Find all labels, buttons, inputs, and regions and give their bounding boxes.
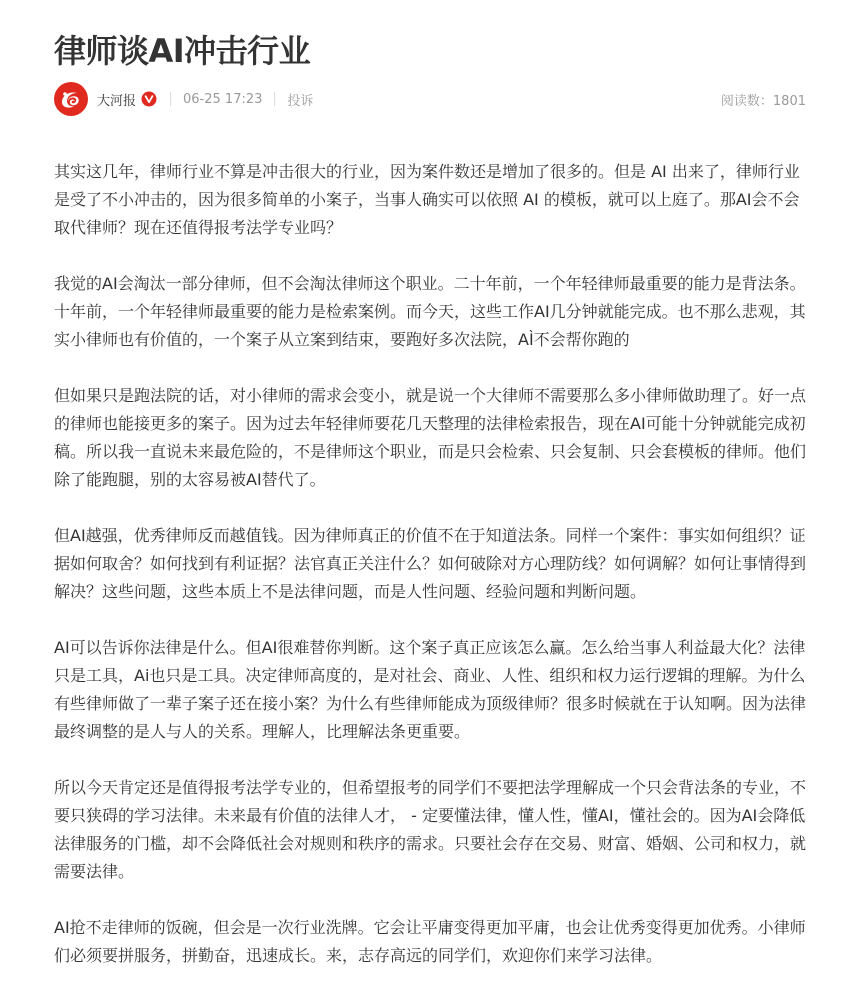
author-avatar[interactable] (54, 82, 88, 116)
read-count-value: 1801 (772, 93, 806, 109)
read-count-label: 阅读数： (720, 93, 773, 109)
report-link[interactable]: 投诉 (287, 93, 314, 109)
article-paragraph: 其实这几年，律师行业不算是冲击很大的行业，因为案件数还是增加了很多的。但是 AI 出来了，律师行业是受了不小冲击的，因为很多简单的小案子，当事人确实可以依照 AI 的模板，就可以上庭了。那AI会不会取代律师？现在还值得报考法学专业吗？ (54, 162, 800, 237)
meta-divider (274, 92, 275, 106)
dahebao-logo-icon (58, 86, 84, 112)
read-count (721, 90, 806, 109)
article-body (54, 158, 814, 998)
article-title: 律师谈AI冲击行业 (54, 32, 311, 70)
publish-time: 06-25 17:23 (183, 91, 263, 107)
article-paragraph: AI抢不走律师的饭碗，但会是一次行业洗牌。它会让平庸变得更加平庸，也会让优秀变得更加优秀。小律师们必须要拼服务，拼勤奋，迅速成长。来，志存高远的同学们，欢迎你们来学习法律。 (54, 918, 806, 965)
verified-badge-icon (141, 91, 157, 107)
article-paragraph: 我觉的AI会淘汰一部分律师，但不会淘汰律师这个职业。二十年前，一个年轻律师最重要的能力是背法条。十年前，一个年轻律师最重要的能力是检索案例。而今天，这些工作AI几分钟就能完成。也不那么悲观，其实小律师也有价值的，一个案子从立案到结束，要跑好多次法院，AÌ不会帮你跑的 (54, 274, 806, 349)
meta-divider (170, 92, 171, 106)
article-meta (54, 82, 806, 116)
author-name[interactable]: 大河报 (97, 93, 137, 109)
article-paragraph: 所以今天肯定还是值得报考法学专业的，但希望报考的同学们不要把法学理解成一个只会背法条的专业，不要只狭碍的学习法律。未来最有价值的法律人才， - 定要懂法律，懂人性，懂AI，懂社会的。因为AI会降低法律服务的门槛，却不会降低社会对规则和秩序的需求。只要社会存在交易、财富、婚姻、公司和权力，就需要法律。 (54, 778, 807, 881)
article-paragraph: AI可以告诉你法律是什么。但AI很难替你判断。这个案子真正应该怎么赢。怎么给当事人利益最大化？法律只是工具，Ai也只是工具。决定律师高度的，是对社会、商业、人性、组织和权力运行逻辑的理解。为什么有些律师做了一辈子案子还在接小案？为什么有些律师能成为顶级律师？很多时候就在于认知啊。因为法律最终调整的是人与人的关系。理解人，比理解法条更重要。 (54, 638, 807, 741)
article-paragraph: 但如果只是跑法院的话，对小律师的需求会变小，就是说一个大律师不需要那么多小律师做助理了。好一点的律师也能接更多的案子。因为过去年轻律师要花几天整理的法律检索报告，现在AI可能十分钟就能完成初稿。所以我一直说未来最危险的，不是律师这个职业，而是只会检索、只会复制、只会套模板的律师。他们除了能跑腿，别的太容易被AI替代了。 (54, 386, 807, 489)
article-paragraph: 但AI越强，优秀律师反而越值钱。因为律师真正的价值不在于知道法条。同样一个案件：事实如何组织？证据如何取舍？如何找到有利证据？法官真正关注什么？如何破除对方心理防线？如何调解？如何让事情得到解决？这些问题，这些本质上不是法律问题，而是人性问题、经验问题和判断问题。 (54, 526, 807, 601)
